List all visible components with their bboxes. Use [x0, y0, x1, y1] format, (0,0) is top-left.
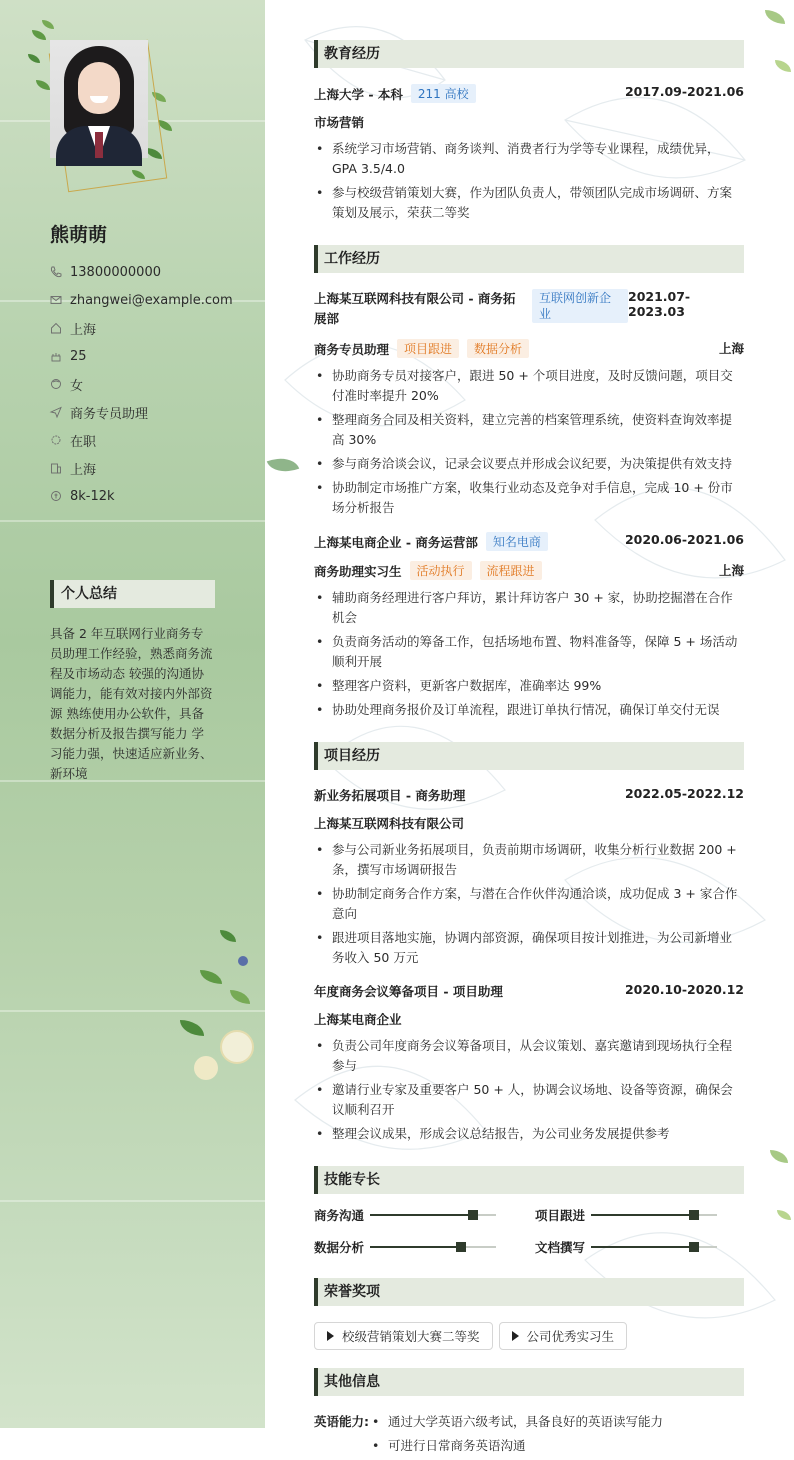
info-location: 上海	[50, 314, 233, 342]
cake-icon	[50, 350, 62, 362]
info-age: 25	[50, 342, 233, 370]
school-name: 上海大学 - 本科	[314, 86, 403, 102]
list-item: • 跟进项目落地实施，协调内部资源，确保项目按计划推进，为公司新增业务收入 50 万元	[314, 928, 744, 968]
project-date: 2020.10-2020.12	[624, 982, 744, 997]
skills-section-title: 技能专长	[314, 1166, 744, 1194]
list-item: • 整理会议成果，形成会议总结报告，为公司业务发展提供参考	[314, 1124, 744, 1144]
project-bullets	[314, 840, 744, 968]
skill-bar-knob	[689, 1210, 699, 1220]
list-item: • 辅助商务经理进行客户拜访，累计拜访客户 30 + 家，协助挖掘潜在合作机会	[314, 588, 744, 628]
send-icon	[50, 406, 62, 418]
role-tag: 活动执行	[410, 561, 472, 580]
project-bullets	[314, 1036, 744, 1144]
job-city: 上海	[718, 341, 744, 356]
work-section-title: 工作经历	[314, 245, 744, 273]
skill-bar-fill	[591, 1214, 694, 1216]
home-icon	[50, 322, 62, 334]
role-tag: 流程跟进	[480, 561, 542, 580]
phone-icon	[50, 266, 62, 278]
project-org: 上海某电商企业	[314, 1012, 402, 1027]
list-item: • 协助制定市场推广方案，收集行业动态及竞争对手信息，完成 10 + 份市场分析报告	[314, 478, 744, 518]
sidebar	[0, 0, 265, 1428]
other-section-title: 其他信息	[314, 1368, 744, 1396]
skill-bar	[591, 1214, 717, 1216]
school-tag: 211 高校	[411, 84, 476, 103]
projects-section-title: 项目经历	[314, 742, 744, 770]
job-bullets	[314, 588, 744, 720]
job-date: 2020.06-2021.06	[624, 532, 744, 547]
english-ability	[314, 1412, 744, 1460]
skill-bar	[370, 1214, 496, 1216]
list-item: • 整理商务合同及相关资料，建立完善的档案管理系统，使资料查询效率提高 30%	[314, 410, 744, 450]
role-tag: 项目跟进	[397, 339, 459, 358]
profile-photo	[50, 40, 148, 158]
skill-name: 商务沟通	[314, 1208, 365, 1223]
job-header	[314, 532, 744, 551]
job-role-row	[314, 339, 744, 358]
skill-item	[314, 1206, 535, 1224]
job-city: 上海	[718, 563, 744, 578]
list-item: • 系统学习市场营销、商务谈判、消费者行为学等专业课程，成绩优异，GPA 3.5/4.0	[314, 139, 744, 179]
skill-item	[314, 1238, 535, 1256]
education-bullets	[314, 139, 744, 223]
gender-icon	[50, 378, 62, 390]
mail-icon	[50, 294, 62, 306]
list-item: • 整理客户资料，更新客户数据库，准确率达 99%	[314, 676, 744, 696]
summary-text: 具备 2 年互联网行业商务专员助理工作经验，熟悉商务流程及市场动态 较强的沟通协调能力，能有效对接内外部资源 熟练使用办公软件，具备数据分析及报告撰写能力 学习能力强，快速适应新业务、新环境	[50, 626, 213, 781]
list-item: • 协助处理商务报价及订单流程，跟进订单执行情况，确保订单交付无误	[314, 700, 744, 720]
triangle-icon	[512, 1331, 519, 1341]
list-item: • 参与公司新业务拓展项目，负责前期市场调研，收集分析行业数据 200 + 条，撰写市场调研报告	[314, 840, 744, 880]
skill-item	[535, 1238, 744, 1256]
honors-section-title: 荣誉奖项	[314, 1278, 744, 1306]
english-label: 英语能力:	[314, 1414, 369, 1429]
info-phone: 13800000000	[50, 258, 233, 286]
triangle-icon	[327, 1331, 334, 1341]
main-content	[314, 40, 744, 1460]
list-item: • 邀请行业专家及重要客户 50 + 人，协调会议场地、设备等资源，确保会议顺利召开	[314, 1080, 744, 1120]
info-email: zhangwei@example.com	[50, 286, 233, 314]
flower-decoration	[180, 930, 265, 1090]
contact-info-list	[50, 258, 233, 510]
honor-item[interactable]: 校级营销策划大赛二等奖	[314, 1322, 493, 1350]
job-company: 上海某互联网科技有限公司 - 商务拓展部	[314, 291, 516, 326]
education-date: 2017.09-2021.06	[624, 84, 744, 99]
skill-name: 数据分析	[314, 1240, 365, 1255]
honor-item[interactable]: 公司优秀实习生	[499, 1322, 628, 1350]
company-tag: 知名电商	[486, 532, 548, 551]
education-header	[314, 84, 744, 103]
role-tag: 数据分析	[467, 339, 529, 358]
list-item: • 负责公司年度商务会议筹备项目，从会议策划、嘉宾邀请到现场执行全程参与	[314, 1036, 744, 1076]
education-major: 市场营销	[314, 115, 365, 130]
job-date: 2021.07-2023.03	[628, 289, 691, 319]
list-item: • 参与校级营销策划大赛，作为团队负责人，带领团队完成市场调研、方案策划及展示，荣获二等奖	[314, 183, 744, 223]
skills-grid	[314, 1206, 744, 1256]
job-role: 商务专员助理	[314, 341, 390, 357]
project-date: 2022.05-2022.12	[624, 786, 744, 801]
skill-item	[535, 1206, 744, 1224]
job-header	[314, 289, 744, 329]
project-header	[314, 786, 744, 804]
skill-bar-fill	[370, 1214, 473, 1216]
job-bullets	[314, 366, 744, 518]
list-item: • 通过大学英语六级考试，具备良好的英语读写能力	[370, 1412, 663, 1432]
status-icon	[50, 434, 62, 446]
project-name: 新业务拓展项目 - 商务助理	[314, 788, 466, 803]
honors-list	[314, 1322, 744, 1350]
project-name: 年度商务会议筹备项目 - 项目助理	[314, 984, 503, 999]
english-bullets	[370, 1412, 663, 1460]
project-header	[314, 982, 744, 1000]
skill-bar	[591, 1246, 717, 1248]
skill-bar-fill	[591, 1246, 694, 1248]
skill-name: 文档撰写	[535, 1240, 586, 1255]
skill-bar-knob	[689, 1242, 699, 1252]
salary-icon	[50, 490, 62, 502]
building-icon	[50, 462, 62, 474]
list-item: • 负责商务活动的筹备工作，包括场地布置、物料准备等，保障 5 + 场活动顺利开展	[314, 632, 744, 672]
skill-bar	[370, 1246, 496, 1248]
info-gender: 女	[50, 370, 233, 398]
list-item: • 协助商务专员对接客户，跟进 50 + 个项目进度，及时反馈问题，项目交付准时率提升 20%	[314, 366, 744, 406]
job-role-row	[314, 561, 744, 580]
skill-bar-knob	[456, 1242, 466, 1252]
company-tag: 互联网创新企业	[532, 289, 628, 323]
skill-bar-knob	[468, 1210, 478, 1220]
summary-title: 个人总结	[50, 580, 215, 608]
education-section-title: 教育经历	[314, 40, 744, 68]
info-salary: 8k-12k	[50, 482, 233, 510]
job-company: 上海某电商企业 - 商务运营部	[314, 534, 478, 550]
list-item: • 可进行日常商务英语沟通	[370, 1436, 663, 1456]
info-city: 上海	[50, 454, 233, 482]
job-role: 商务助理实习生	[314, 563, 402, 579]
info-position: 商务专员助理	[50, 398, 233, 426]
candidate-name: 熊萌萌	[50, 224, 108, 246]
skill-name: 项目跟进	[535, 1208, 586, 1223]
project-org: 上海某互联网科技有限公司	[314, 816, 465, 831]
list-item: • 协助制定商务合作方案，与潜在合作伙伴沟通洽谈，成功促成 3 + 家合作意向	[314, 884, 744, 924]
list-item: • 参与商务洽谈会议，记录会议要点并形成会议纪要，为决策提供有效支持	[314, 454, 744, 474]
skill-bar-fill	[370, 1246, 461, 1248]
info-status: 在职	[50, 426, 233, 454]
